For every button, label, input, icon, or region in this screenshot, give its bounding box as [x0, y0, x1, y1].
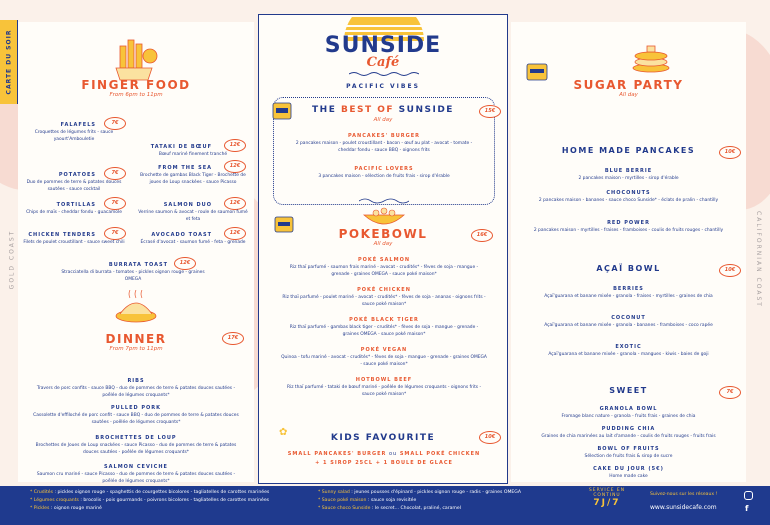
price-badge: 10€ — [719, 146, 741, 159]
brand-cafe: Café — [366, 55, 400, 70]
menu-item-desc: Écrasé d'avocat - saumon fumé - feta - grenade — [140, 240, 246, 245]
carte-du-soir-tab — [0, 20, 18, 104]
menu-item-name: BURRATA TOAST — [108, 262, 168, 268]
footer-note — [30, 497, 269, 505]
menu-item-desc: 2 pancakes maison - myrtilles - sirop d'érable — [578, 176, 679, 181]
menu-item-name: AVOCADO TOAST — [151, 232, 212, 238]
menu-item-name: POTATOES — [58, 172, 96, 178]
menu-item-name: POKÉ BLACK TIGER — [349, 317, 419, 323]
wave-divider — [349, 71, 419, 77]
menu-item-name: RIBS — [127, 378, 145, 384]
menu-item-name: EXOTIC — [615, 344, 642, 350]
menu-item-name: BROCHETTES DE LOUP — [95, 435, 177, 441]
menu-item-desc: Riz thaï parfumé - gambas black tiger - crudités* - fèves de soja - mangue - grenade - graines OMEGA - sauce poké maison* — [289, 325, 479, 337]
menu-item-desc: Filets de poulet croustillant - sauce sweet chili — [23, 240, 125, 245]
menu-item-name: SALMON DUO — [163, 202, 212, 208]
sugar-party-subtitle: All day — [619, 92, 638, 98]
brand-tagline: PACIFIC VIBES — [346, 83, 420, 90]
menu-item-desc: Brochettes de Joues de Loup snackées - sauce Picasso - duo de pommes de terre & patates douces sautées - poêlée de légumes croquants* — [35, 443, 237, 455]
menu-item-name: PANCAKES' BURGER — [347, 133, 421, 139]
menu-item-desc: Croquettes de légumes frits - sauce yaourt'Ambouletie — [34, 130, 114, 142]
best-of-title — [259, 105, 507, 115]
price-badge: 16€ — [471, 229, 493, 242]
kids-icon: ✿ — [279, 427, 288, 438]
facebook-icon[interactable]: f — [745, 504, 749, 513]
menu-item-name: HOTBOWL BEEF — [355, 377, 413, 383]
price-badge: 7€ — [719, 386, 741, 399]
footer-note — [30, 489, 269, 497]
price-badge: 17€ — [222, 332, 244, 345]
footer-note-key: * Sauce choco Sunside — [318, 506, 371, 511]
menu-item-name: BOWL OF FRUITS — [597, 446, 660, 452]
dinner-plate-icon — [114, 290, 158, 326]
menu-item-name: CAKE DU JOUR (5€) — [593, 466, 664, 472]
menu-item-name: SALMON CEVICHE — [104, 464, 168, 470]
price-badge: 10€ — [719, 264, 741, 277]
menu-item-desc: Sélection de fruits frais & sirop de sucre — [584, 454, 673, 459]
menu-item-name: CHOCONUTS — [606, 190, 651, 196]
price-badge: 12€ — [224, 139, 246, 152]
footer-note-value: : brocolis - pois gourmands - poivrons bicolores - tagliatelles de carottes marinées — [78, 498, 270, 503]
pancakes-title: HOME MADE PANCAKES — [561, 146, 696, 155]
menu-item-desc: 2 pancakes maison - poulet croustillant - bacon - œuf au plat - avocat - tomate - cheddar fondu - sauce BBQ - oignons frits — [295, 141, 473, 153]
price-badge: 7€ — [104, 167, 126, 180]
footer-note — [318, 505, 461, 513]
menu-item-desc: Açaï'guarana et banane mixée - granola - fraises - myrtilles - graines de chia — [544, 294, 713, 299]
menu-item-desc: Travers de porc confits - sauce BBQ - duo de pommes de terre & patates douces sautées - poêlée de légumes croquants* — [36, 386, 236, 398]
sugar-party-title: SUGAR PARTY — [573, 78, 684, 92]
center-column — [258, 14, 508, 484]
menu-item-name: PULLED PORK — [110, 405, 162, 411]
menu-item-desc: Duo de pommes de terre & patates douces sautées - sauce cocktail — [26, 180, 122, 192]
price-badge: 7€ — [104, 197, 126, 210]
menu-item-desc: 2 pancakes maison - myrtilles - fraises - framboises - coulis de fruits rouges - chantilly — [533, 228, 724, 233]
menu-item-name: POKÉ SALMON — [357, 257, 410, 263]
menu-item-desc: Cassolette d'effiloché de porc confit - sauce BBQ - duo de pommes de terre & patates douces sautées - poêlée de légumes croquants* — [33, 413, 239, 425]
menu-item-name: POKÉ CHICKEN — [357, 287, 411, 293]
menu-item-name: FROM THE SEA — [158, 165, 212, 171]
service-info — [582, 488, 632, 508]
menu-item-desc: Açaï'guarana et banane mixée - granola - bananes - framboises - coco rapée — [544, 323, 713, 328]
menu-item-desc: Riz thaï parfumé - saumon frais mariné - avocat - crudités* - fèves de soja - mangue - grenade - graines OMEGA - sauce poké maison* — [289, 265, 479, 277]
menu-item-name: TATAKI DE BŒUF — [150, 144, 212, 150]
menu-item-desc: Quinoa - tofu mariné - avocat - crudités* - fèves de soja - mangue - grenade - graines OMEGA - sauce poké maison* — [281, 355, 487, 367]
menu-item-name: CHICKEN TENDERS — [28, 232, 96, 238]
kids-extras: + 1 SIROP 25CL + 1 BOULE DE GLACE — [315, 460, 453, 466]
menu-item-name: PACIFIC LOVERS — [354, 166, 414, 172]
menu-item-name: BERRIES — [613, 286, 644, 292]
menu-item-name: PUDDING CHIA — [601, 426, 656, 432]
price-badge: 12€ — [224, 227, 246, 240]
footer-note-value: : jeunes pousses d'épinard - pickles oignon rouge - radis - graines OMEGA — [349, 490, 522, 495]
dinner-title: DINNER — [105, 332, 167, 346]
footer-note-key: * Crudités — [30, 490, 53, 495]
menu-item-desc: Home made cake — [609, 474, 648, 479]
right-column — [511, 22, 746, 482]
footer-note-key: * Sunny salad — [318, 490, 350, 495]
price-badge: 12€ — [224, 160, 246, 173]
finger-food-subtitle: From 6pm to 11pm — [109, 92, 163, 98]
best-of-subtitle: All day — [373, 117, 393, 123]
footer-note-value: : oignon rouge mariné — [49, 506, 102, 511]
pokebowl-subtitle: All day — [373, 241, 393, 247]
pokebowl-icon — [362, 207, 406, 229]
kids-option-a: SMALL PANCAKES' BURGER — [287, 451, 387, 457]
price-badge: 12€ — [174, 257, 196, 270]
menu-item-desc: Stracciatella di burrata - tomates - pickles oignon rouge - graines OMEGA — [61, 270, 205, 282]
menu-item-name: TORTILLAS — [56, 202, 96, 208]
left-column — [18, 22, 254, 482]
pancake-stack-icon — [631, 38, 671, 74]
price-badge: 7€ — [104, 117, 126, 130]
menu-item-name: GRANOLA BOWL — [599, 406, 658, 412]
acai-title: AÇAÏ BOWL — [596, 264, 661, 273]
footer-bar — [0, 486, 770, 525]
price-badge: 7€ — [104, 227, 126, 240]
menu-item-desc: 3 pancakes maison - sélection de fruits frais - sirop d'érable — [318, 174, 450, 179]
best-of-title-mid: BEST OF — [340, 105, 395, 115]
menu-item-name: BLUE BERRIE — [604, 168, 653, 174]
footer-note-value: : pickles oignon rouge - spaghettis de courgettes bicolores - tagliatelles de carottes marinées — [52, 490, 270, 495]
footer-note-key: * Sauce poké maison — [318, 498, 367, 503]
fries-icon — [112, 34, 162, 82]
californian-coast-label: CALIFORNIAN COAST — [754, 211, 762, 308]
menu-item-desc: Verrine saumon & avocat - roule de saumon fumé et feta — [138, 210, 248, 222]
website-link[interactable]: www.sunsidecafe.com — [650, 504, 717, 511]
menu-item-name: POKÉ VEGAN — [360, 347, 408, 353]
kids-options — [259, 451, 509, 457]
menu-item-desc: Açaï'guarana et banane mixée - granola - mangues - kiwis - baies de goji — [548, 352, 709, 357]
footer-note — [318, 489, 521, 497]
menu-item-name: FALAFELS — [60, 122, 96, 128]
footer-note-value: : sauce soja revisitée — [366, 498, 417, 503]
gold-coast-label: GOLD COAST — [8, 229, 16, 290]
menu-item-desc: Chips de maïs - cheddar fondu - guacamole — [26, 210, 122, 215]
footer-note-key: * Pickles — [30, 506, 50, 511]
price-badge: 12€ — [224, 197, 246, 210]
menu-item-name: RED POWER — [607, 220, 650, 226]
footer-note — [30, 505, 102, 513]
swirl-divider — [359, 197, 409, 205]
menu-item-desc: Fromage blanc nature - granola - fruits frais - graines de chia — [561, 414, 696, 419]
price-badge: 10€ — [479, 431, 501, 444]
carte-label: CARTE DU SOIR — [5, 29, 12, 95]
footer-note-key: * Légumes croquants — [30, 498, 79, 503]
service-line-3: 7J/7 — [593, 498, 621, 508]
best-of-title-pre: THE — [312, 105, 341, 115]
menu-item-desc: Saumon cru mariné - sauce Picasso - duo de pommes de terre & patates douces sautées - poêlée de légumes croquants* — [36, 472, 236, 484]
follow-text: Suivez-nous sur les réseaux ! — [650, 492, 718, 497]
kids-option-or: ou — [386, 451, 400, 457]
finger-food-title: FINGER FOOD — [81, 78, 191, 92]
best-of-title-post: SUNSIDE — [394, 105, 454, 115]
sweet-title: SWEET — [609, 386, 648, 395]
menu-item-desc: Bœuf mariné finement tranché — [158, 152, 228, 157]
price-badge: 15€ — [479, 105, 501, 118]
kids-option-b: SMALL POKÉ CHICKEN — [399, 451, 481, 457]
dinner-subtitle: From 7pm to 11pm — [109, 346, 163, 352]
menu-item-desc: Riz thaï parfumé - tataki de bœuf mariné - poêlée de légumes croquants - oignons frits - sauce poké maison* — [286, 385, 482, 397]
menu-item-desc: Riz thaï parfumé - poulet mariné - avocat - crudités* - fèves de soja - ananas - oignons frits - sauce poké maison* — [282, 295, 486, 307]
footer-note — [318, 497, 416, 505]
menu-item-desc: Brochette de gambas Black Tiger - Brochette de joues de Loup snackées - sauce Picasso — [140, 173, 246, 185]
pokebowl-title: POKEBOWL — [338, 227, 428, 241]
menu-item-name: COCONUT — [611, 315, 646, 321]
menu-item-desc: 2 pancakes maison - bananes - sauce choco Sunside* - éclats de pralin - chantilly — [538, 198, 719, 203]
service-line-1: SERVICE EN — [589, 488, 625, 493]
instagram-icon[interactable] — [744, 491, 753, 500]
kids-title: KIDS FAVOURITE — [330, 433, 436, 443]
service-line-2: CONTINU — [593, 493, 621, 498]
brand-name: SUNSIDE — [324, 33, 442, 58]
menu-item-desc: Graines de chia marinées au lait d'amande - coulis de fruits rouges - fruits frais — [541, 434, 716, 439]
footer-note-value: : le secret... Chocolat, praliné, caramel — [370, 506, 461, 511]
